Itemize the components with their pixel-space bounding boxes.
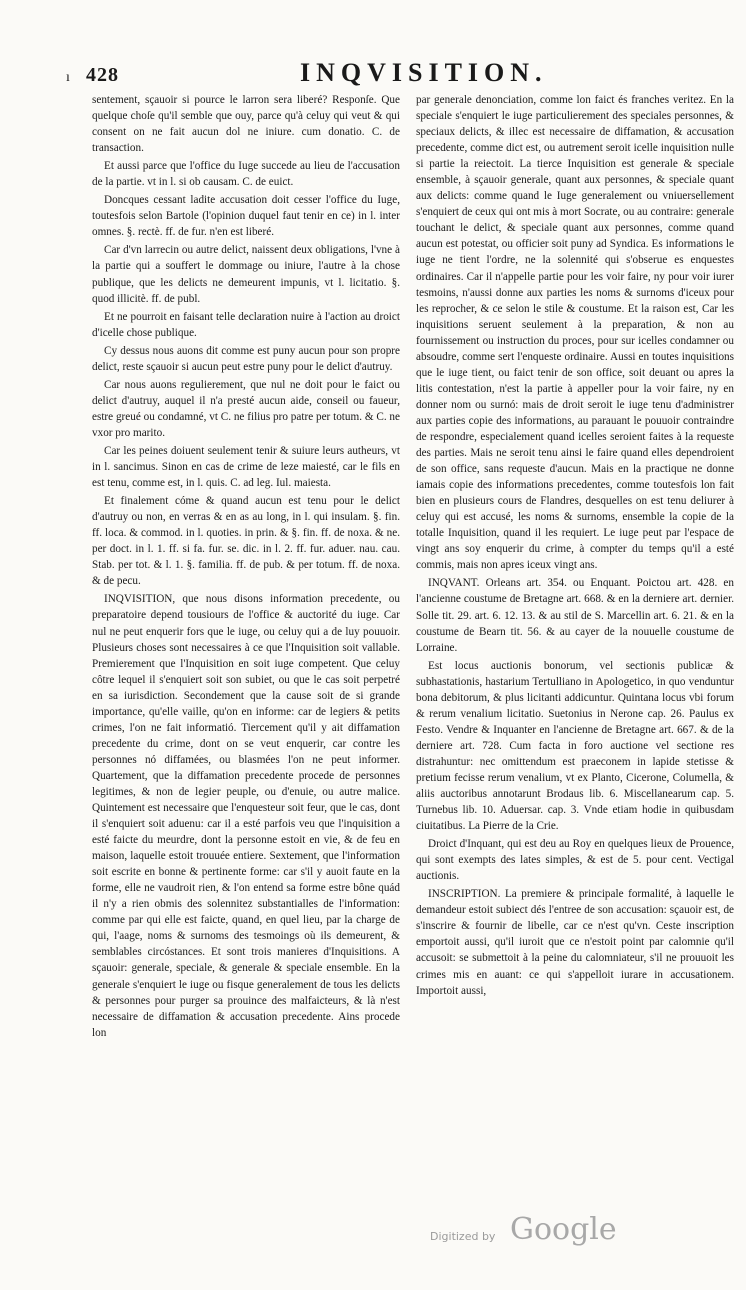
digitized-by-label: Digitized by bbox=[430, 1230, 496, 1243]
entry-inquant: INQVANT. Orleans art. 354. ou Enquant. Poictou art. 428. en l'ancienne coustume de Bretagne art. 668. & en la derniere art. dernier. Solle tit. 29. art. 6. 12. 13. & au stil de S. Marcellin art. 6. 21. & en la coustume de Bearn tit. 56. & au cayer de la nouuelle coustume de Lorraine. bbox=[416, 577, 734, 654]
paragraph: Droict d'Inquant, qui est deu au Roy en quelques lieux de Prouence, qui sont exempts des lates simples, & est de 5. pour cent. Vectigal auctionis. bbox=[416, 838, 734, 883]
margin-mark: ı bbox=[66, 70, 70, 85]
paragraph: Est locus auctionis bonorum, vel sectionis publicæ & subhastationis, hastarium Tertulliano in Apologetico, in quo venduntur bona debitorum, & plus licitanti addicuntur. Quintana locus vbi forum & rerum venalium licitatio. Suetonius in Nerone cap. 26. Paulus ex Festo. Vendre & Inquanter en l'ancienne de Bretagne art. 667. & de la derniere art. 728. Cum facta in foro auctione vel sectione res distrahuntur: nec omittendum est praeconem in lapide stetisse & pretium fecisse rerum venalium, vt ex Planto, Cicerone, Columella, & aliis auctoribus annotarunt Brodaus lib. 6. Miscellanearum cap. 5. Turnebus lib. 10. Aduersar. cap. 3. Vnde etiam hodie in quibusdam ciuitatibus. La Pierre de la Crie. bbox=[416, 659, 734, 833]
paragraph: Car nous auons regulierement, que nul ne doit pour le faict ou delict d'autruy, auquel il n'a presté aucun aide, conseil ou faueur, estre greué ou condamné, vt C. ne filius pro patre per totum. & C. ne vxor pro marito. bbox=[92, 378, 400, 439]
page-number: 428 bbox=[86, 64, 119, 86]
paragraph: par generale denonciation, comme lon faict és franches veritez. En la speciale s'enquiert le iuge particulierement des speciales personnes, & speciaux delicts, & illec est necessaire de diffamation, & accusation precedente, comme dict est, ou autrement seroit icelle inquisition nulle si partie la reiectoit. La tierce Inquisition est generale & speciale ensemble, à sçauoir generale, quant aux personnes, & speciale quant aux delicts: comme quand le Iuge generalement ou vniuersellement s'enquiert de ceux qui ont mis à mort Socrate, ou au contraire: generale touchant le delict, & speciale quant aux personnes, comme quand aucun est potestat, ou officier soit puny ad Syndica. Es informations le iuge ne tient l'ordre, ne la solennité qui s'obserue es enquestes ordinaires. Car il n'appelle partie pour les voir faire, ny pour voir iurer tesmoins, n'aussi donne aux parties les noms & surnoms d'iceux pour les reprocher, & ce selon le stile & coustume. Et la raison est, Car les inquisitions seruent seulement à la preparation, & non au fournissement ou instruction du proces, pour sur icelles condamner ou absoudre, comme sert l'enqueste ordinaire. Aussi en toutes inquisitions que le iuge tient, ou faict tenir de son office, soit deuant ou apres la litis contestation, n'est la partie à appeller pour la voir faire, ny en donner nom ou surnó: mais de droit seroit le iuge tenu d'administrer aux parties copie des informations, au parauant le pouuoir contraindre de respondre, especialement quand icelles seroient faites à la requeste des parties. Mais ne seroit tenu ainsi le faire quand elles dependroient de son office, sans requeste d'aucun. Mais en la practique ne donne iamais copie des informations precedentes, comme toutesfois lon fait bien en plusieurs cours de Flandres, desquelles on est tenu deliurer à celuy qui est accusé, les noms & surnoms, ensemble la copie de la totalle Inquisition, quand il les requiert. Le iuge peut par l'espace de vingt ans soy enquerir du crime, à compter du temps qu'il a esté commis, mais non apres iceux vingt ans. bbox=[416, 94, 734, 572]
entry-inscription: INSCRIPTION. La premiere & principale formalité, à laquelle le demandeur estoit subiect dés l'entree de son accusation: sçauoir est, de s'inscrire & fournir de libelle, car ce n'est qu'vn. Ceste inscription emportoit aussi, qu'il iuroit que ce n'estoit point par calomnie qu'il accusoit: se submettoit à la peine du calomniateur, s'il ne prouuoit les crimes mis en auant: ce qui s'appelloit iurare in accusationem. Importoit aussi, bbox=[416, 888, 734, 997]
paragraph: Et finalement cóme & quand aucun est tenu pour le delict d'autruy ou non, en verras & en as au long, in l. qui insulam. §. fin. ff. loca. & commod. in l. quoties. in prin. & §. fin. ff. de noxa. & ne. per doct. in l. 1. ff. si fa. fur. se. dic. in l. 2. ff. fur. aduer. nau. cau. Stab. per tot. & l. 1. §. familia. ff. de pub. & per totum. ff. de noxa. & de pecu. bbox=[92, 495, 400, 588]
google-logo: Google bbox=[510, 1212, 617, 1247]
paragraph: Et aussi parce que l'office du Iuge succede au lieu de l'accusation de la partie. vt in l. si ob causam. C. de euict. bbox=[92, 160, 400, 189]
paragraph: Cy dessus nous auons dit comme est puny aucun pour son propre delict, reste sçauoir si aucun peut estre puny pour le delict d'autruy. bbox=[92, 344, 400, 373]
left-column bbox=[92, 92, 400, 1041]
running-head: INQVISITION. bbox=[300, 58, 548, 87]
entry-inquisition: INQVISITION, que nous disons information precedente, ou preparatoire depend tousiours de l'office & auctorité du iuge. Car nul ne peut enquerir fors que le iuge, ou celuy qui a de luy pouuoir. Plusieurs choses sont necessaires à ce que l'Inquisition soit vallable. Premierement que l'Inquisition en soit iuge competent. Que celuy côtre lequel il s'enquiert soit son subiet, ou que le cas soit perpetré en sa iurisdiction. Secondement que la cause soit de si grande importance, qu'elle vaille, qu'on en informe: car de legiers & petits crimes, l'on ne fait informatió. Tiercement qu'il y ait diffamation precedente du crime, dont on se veut enquerir, car contre les personnes nó diffamées, ou blasmées l'on ne peut informer. Quartement, que la diffamation precedente procede de personnes legitimes, & non de legier peuple, ou d'enuie, ou autre malice. Quintement est necessaire que l'enquesteur soit feur, que le cas, dont il s'enquiert soit aduenu: car il a esté parfois veu que l'inquisition a esté faicte du meurdre, dont la personne estoit en vie, & de feu en maison, laquelle estoit trouuée entiere. Sextement, que l'information soit escrite en bonne & pertinente forme: car s'il y auoit faute en la forme, elle ne vaudroit rien, & l'on entend sa forme estre bône quád il n'y a rien obmis des solennitez substantialles de l'information: comme par qui elle est faicte, quand, en quel lieu, par la charge de qui, l'aage, noms & surnoms des tesmoings où ils demeurent, & semblables circóstances. Et sont trois manieres d'Inquisitions. A sçauoir: generale, speciale, & generale & speciale ensemble. En la generale s'enquiert le iuge ou fisque generalement de tous les delicts & personnes pour purger sa prouince des malfaicteurs, & là n'est necessaire de diffamation & accusation precedente. Ains procede lon bbox=[92, 593, 400, 1039]
paragraph: Doncques cessant ladite accusation doit cesser l'office du Iuge, toutesfois selon Bartole (l'opinion duquel faut tenir en ce) in l. inter omnes. §. rectè. ff. de fur. n'en est liberé. bbox=[92, 194, 400, 239]
paragraph: Car d'vn larrecin ou autre delict, naissent deux obligations, l'vne à la partie qui a souffert le dommage ou iniure, l'autre à la chose publique, que les delicts ne demeurent impunis, vt l. licitatio. §. quod illicitè. ff. de publ. bbox=[92, 244, 400, 305]
paragraph: sentement, sçauoir si pource le larron sera liberé? Responſe. Que quelque choſe qu'il semble que ouy, parce qu'à celuy qui veut & qui consent on ne fait aucun dol ne iniure. cum donatio. C. de transaction. bbox=[92, 94, 400, 155]
paragraph: Car les peines doiuent seulement tenir & suiure leurs autheurs, vt in l. sancimus. Sinon en cas de crime de leze maiesté, car le fils en est tenu, comme est, in l. quis. C. ad leg. Iul. maiesta. bbox=[92, 444, 400, 490]
right-column bbox=[416, 92, 734, 999]
paragraph: Et ne pourroit en faisant telle declaration nuire à l'action au droict d'icelle chose publique. bbox=[92, 310, 400, 339]
